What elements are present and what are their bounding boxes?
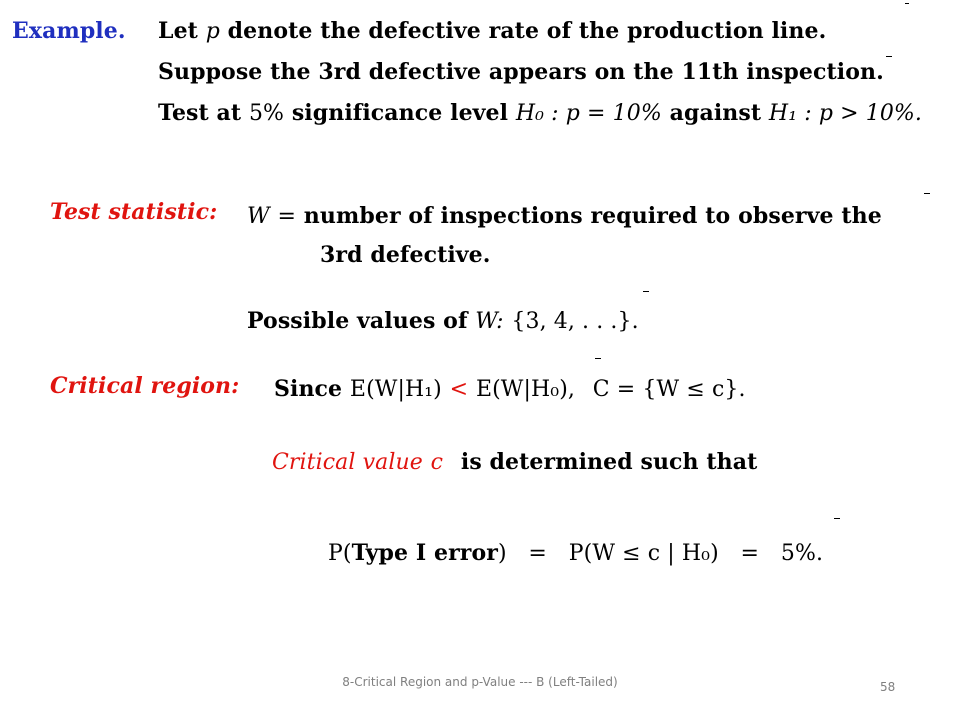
tick-mark bbox=[595, 358, 601, 359]
expectation-h0: E(W|H₀), bbox=[475, 377, 576, 402]
prob-open: P( bbox=[328, 541, 352, 566]
page-number: 58 bbox=[880, 680, 896, 694]
type-i-error-text: Type I error bbox=[351, 540, 498, 566]
test-statistic-label: Test statistic: bbox=[50, 199, 218, 225]
critical-region-line bbox=[274, 376, 746, 402]
test-statistic-text-1: number of inspections required to observe the bbox=[303, 203, 882, 229]
critical-value-line bbox=[272, 449, 757, 475]
example-line-1-a: Let bbox=[158, 18, 198, 44]
test-statistic-line-1 bbox=[247, 203, 882, 229]
tick-mark bbox=[834, 518, 840, 519]
example-label: Example. bbox=[12, 18, 126, 44]
example-line-3 bbox=[158, 100, 922, 126]
prob-close: ) bbox=[497, 541, 507, 566]
possible-values-var: W: bbox=[475, 309, 504, 334]
example-line-1 bbox=[158, 18, 826, 44]
tick-mark bbox=[886, 56, 892, 57]
alternative-hypothesis: H₁ : p > 10%. bbox=[768, 101, 923, 126]
tick-mark bbox=[924, 193, 930, 194]
significance-level: 5% bbox=[248, 101, 285, 126]
critical-value-text: is determined such that bbox=[460, 449, 758, 475]
equals-1: = bbox=[528, 541, 547, 566]
test-statistic-var: W bbox=[247, 204, 270, 229]
example-line-2: Suppose the 3rd defective appears on the 11th inspection. bbox=[158, 59, 884, 85]
footer-title: 8-Critical Region and p-Value --- B (Left-Tailed) bbox=[342, 675, 618, 689]
example-line-3-c: against bbox=[669, 100, 762, 126]
example-var-p: p bbox=[205, 19, 220, 44]
tick-mark bbox=[905, 3, 909, 4]
less-than-sign: < bbox=[449, 377, 469, 402]
possible-values-text: Possible values of bbox=[247, 308, 468, 334]
type-i-error-equation bbox=[328, 540, 823, 566]
critical-region-since: Since bbox=[274, 376, 343, 402]
test-statistic-line-2: 3rd defective. bbox=[320, 242, 491, 268]
prob-expression: P(W ≤ c | H₀) bbox=[568, 541, 719, 566]
tick-mark bbox=[643, 291, 649, 292]
critical-value-label: Critical value bbox=[272, 450, 423, 475]
example-line-1-b: denote the defective rate of the production line. bbox=[227, 18, 827, 44]
possible-values-set: {3, 4, . . .}. bbox=[511, 309, 639, 334]
expectation-h1: E(W|H₁) bbox=[349, 377, 442, 402]
possible-values-line bbox=[247, 308, 639, 334]
critical-region-label: Critical region: bbox=[50, 373, 240, 399]
example-line-3-b: significance level bbox=[291, 100, 509, 126]
critical-region-definition: C = {W ≤ c}. bbox=[592, 377, 746, 402]
critical-value-var: c bbox=[430, 450, 444, 475]
alpha-value: 5%. bbox=[780, 541, 824, 566]
null-hypothesis: H₀ : p = 10% bbox=[515, 101, 662, 126]
test-statistic-eq: = bbox=[277, 204, 297, 229]
example-line-3-a: Test at bbox=[158, 100, 242, 126]
equals-2: = bbox=[740, 541, 760, 566]
